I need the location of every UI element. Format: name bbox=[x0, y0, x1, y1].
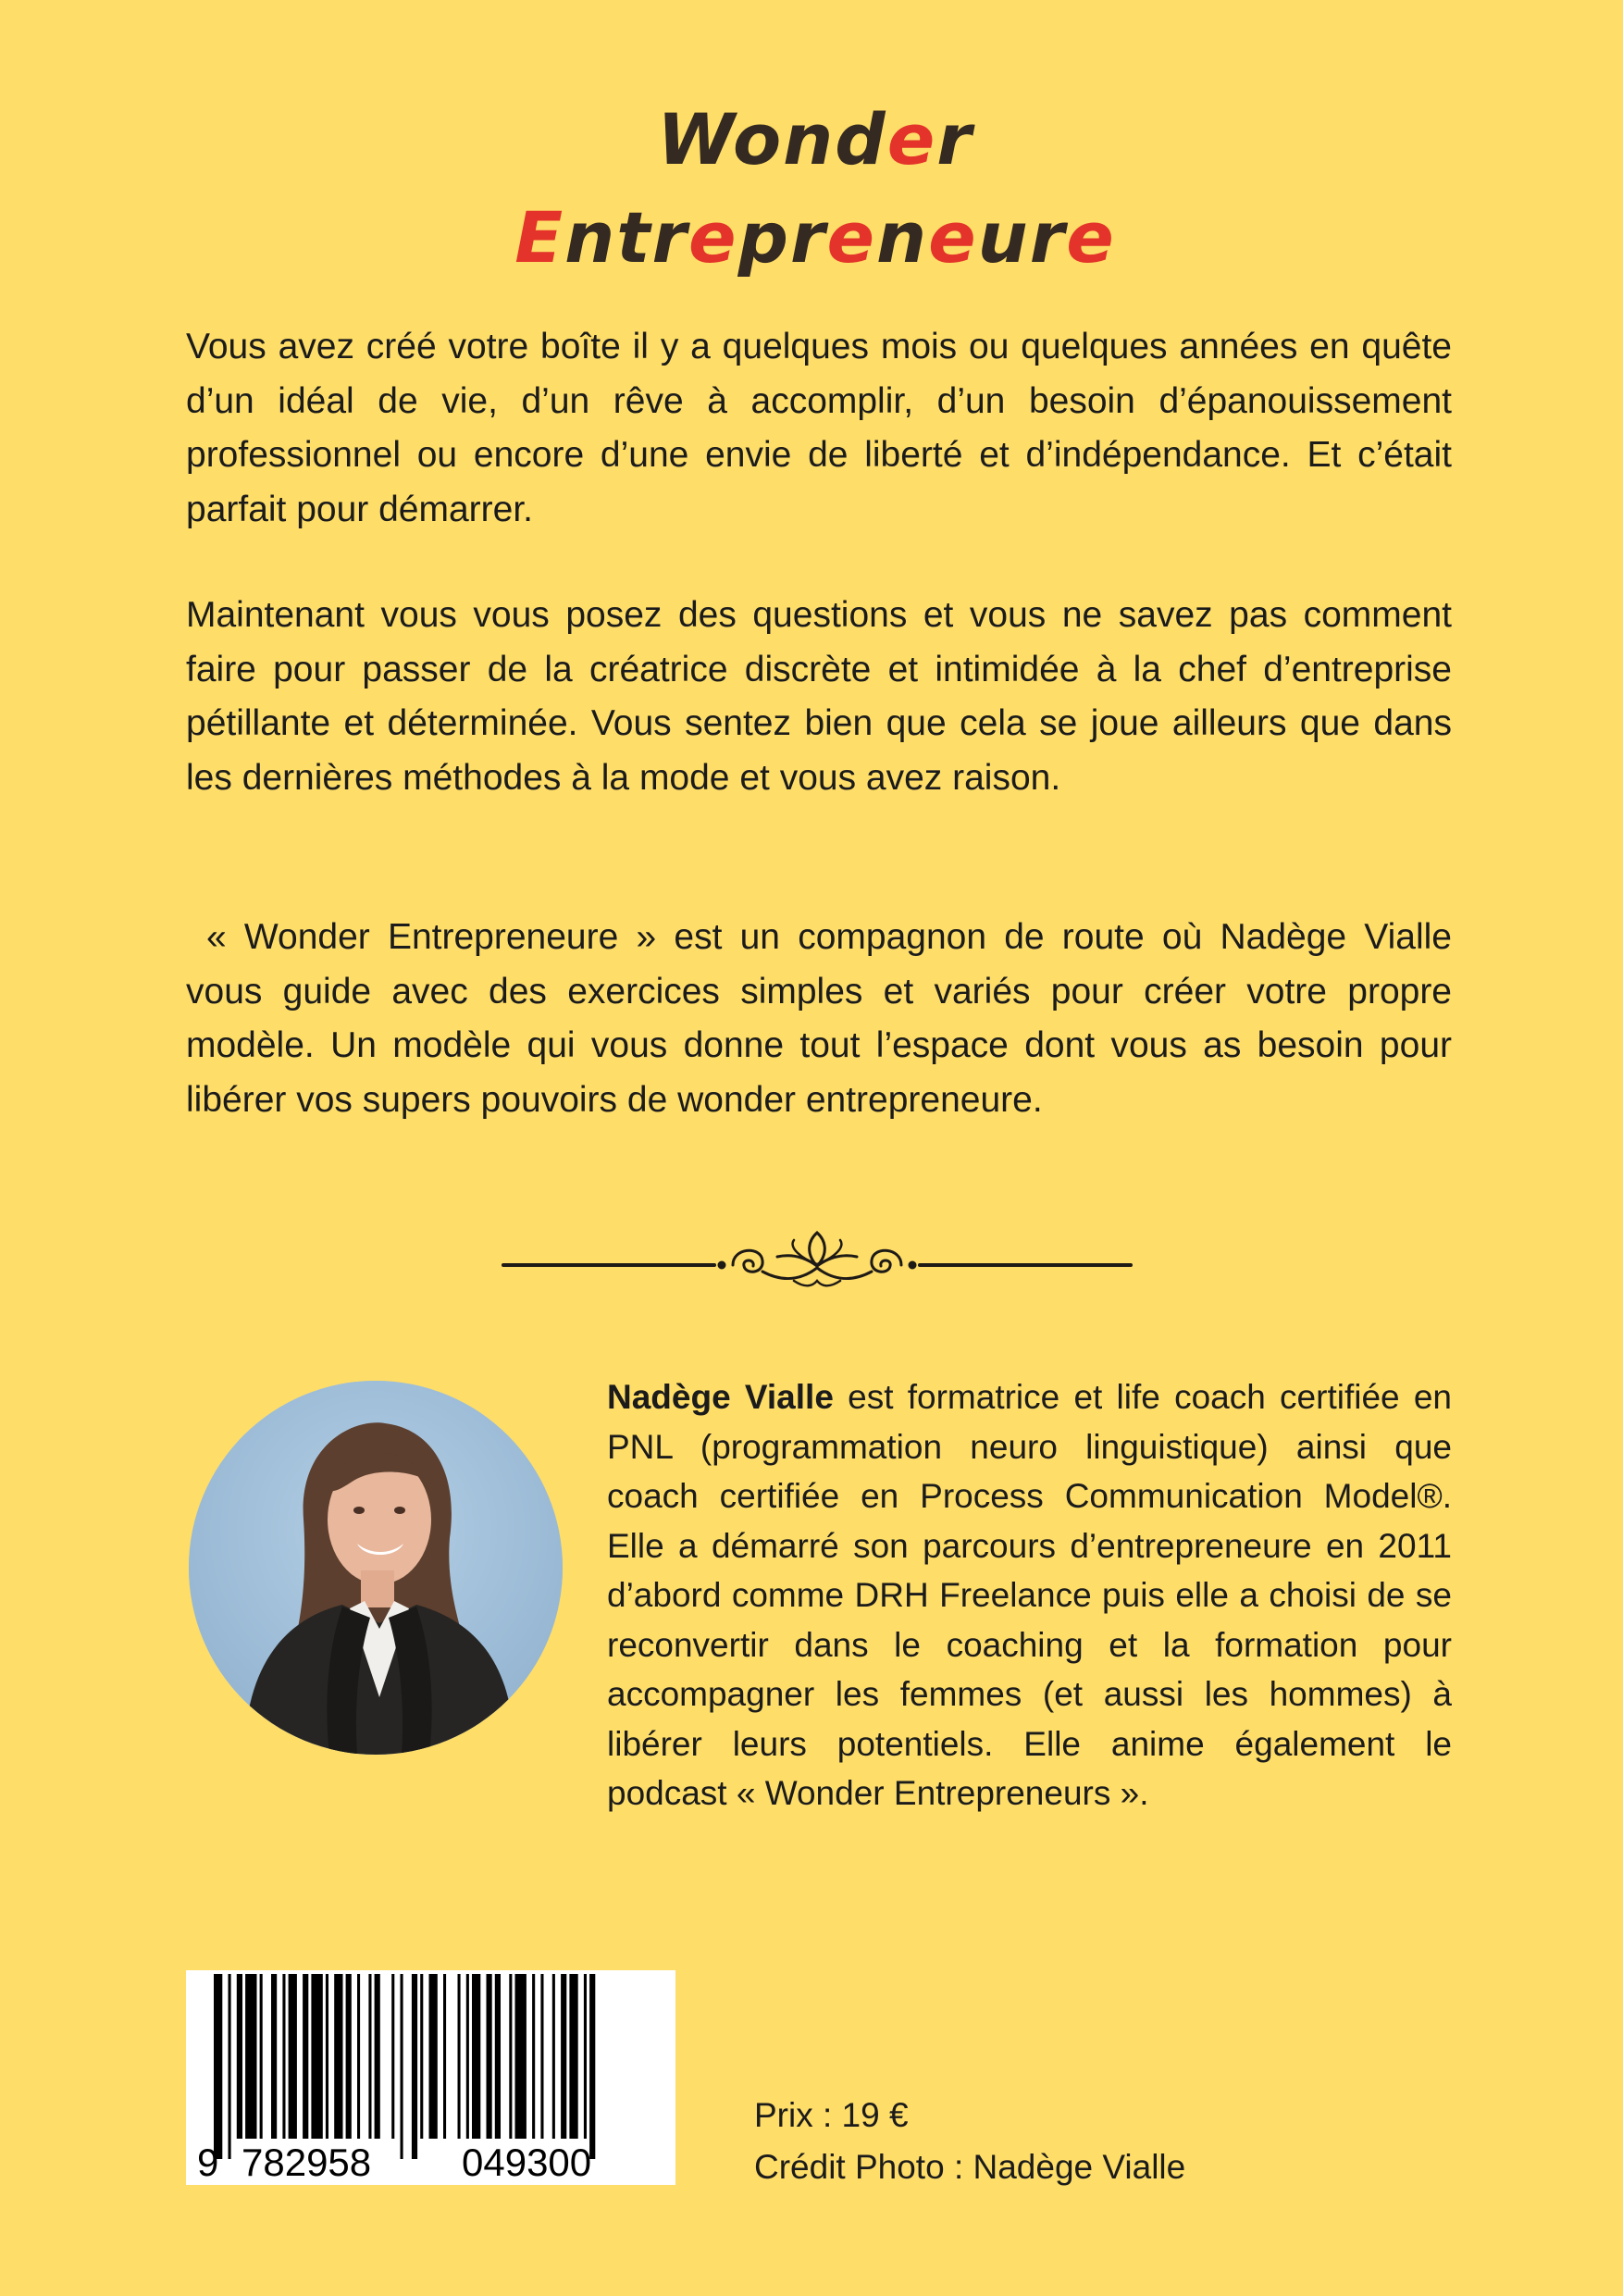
intro-paragraph-3: « Wonder Entrepreneure » est un compagnon de route où Nadège Vialle vous guide avec des exercices simples et variés pour créer votre propre modèle. Un modèle qui vous donne tout l’espace dont vous as besoin pour libérer vos supers pouvoirs de wonder entrepreneure. bbox=[186, 917, 1452, 1120]
barcode-bar bbox=[540, 1974, 543, 2139]
title-line-2 bbox=[7, 196, 1623, 279]
barcode-bar bbox=[569, 1974, 577, 2139]
title-line-2-part: ntr bbox=[564, 196, 689, 279]
title-line-1-part: r bbox=[936, 98, 973, 180]
barcode-bar bbox=[443, 1974, 446, 2139]
title-line-2-part: E bbox=[514, 196, 565, 279]
title-line-2-part: e bbox=[1066, 196, 1116, 279]
isbn-barcode bbox=[186, 1970, 675, 2185]
title-line-2-part: e bbox=[928, 196, 978, 279]
barcode-bar bbox=[282, 1974, 285, 2139]
photo-credit: Crédit Photo : Nadège Vialle bbox=[754, 2148, 1186, 2186]
barcode-bar bbox=[391, 1974, 394, 2139]
title-line-2-part: e bbox=[688, 196, 738, 279]
barcode-bar bbox=[532, 1974, 535, 2139]
barcode-bar bbox=[311, 1974, 322, 2139]
barcode-bar bbox=[346, 1974, 352, 2139]
barcode-bar bbox=[429, 1974, 438, 2139]
barcode-digit-first: 9 bbox=[197, 2141, 219, 2184]
title-line-2-part: pr bbox=[737, 196, 827, 279]
barcode-bar bbox=[303, 1974, 308, 2139]
barcode-bar bbox=[260, 1974, 263, 2139]
barcode-bar bbox=[561, 1974, 566, 2139]
barcode-bar bbox=[334, 1974, 342, 2139]
author-name: Nadège Vialle bbox=[607, 1378, 834, 1416]
title-line-1-part: Wond bbox=[657, 98, 887, 180]
barcode-bar bbox=[458, 1974, 461, 2139]
barcode-bar bbox=[357, 1974, 360, 2139]
price-label: Prix : 19 € bbox=[754, 2096, 909, 2134]
barcode-bar bbox=[375, 1974, 380, 2139]
barcode-bar bbox=[214, 1974, 222, 2159]
title-line-2-part: e bbox=[826, 196, 877, 279]
barcode-bar bbox=[552, 1974, 555, 2139]
barcode-bar bbox=[584, 1974, 587, 2139]
author-bio-text: est formatrice et life coach certifiée en PNL (programmation neuro linguistique) ainsi que coach certifiée en Process Communication Model®. Elle a démarré son parcours d’entrepreneure en 2011 d’abord comme DRH Freelance puis elle a choisi de se reconvertir dans le coaching et la formation pour accompagner les femmes (et aussi les hommes) à libérer leurs potentiels. Elle anime également le podcast « Wonder Entrepreneurs ». bbox=[607, 1378, 1452, 1812]
barcode-bar bbox=[401, 1974, 403, 2159]
barcode-bar bbox=[509, 1974, 512, 2139]
barcode-bar bbox=[412, 1974, 417, 2159]
title-line-1-part: e bbox=[886, 98, 937, 180]
barcode-bar bbox=[487, 1974, 492, 2139]
barcode-bar bbox=[237, 1974, 242, 2139]
intro-paragraph-2: Maintenant vous vous posez des questions et vous ne savez pas comment faire pour passer de la créatrice discrète et intimidée à la chef d’entreprise pétillante et déterminée. Vous sentez bien que cela se joue ailleurs que dans les dernières méthodes à la mode et vous avez raison. bbox=[186, 595, 1452, 798]
barcode-bar bbox=[289, 1974, 297, 2139]
title-line-2-part: n bbox=[876, 196, 929, 279]
barcode-digits-left: 782958 bbox=[242, 2141, 372, 2184]
intro-paragraph-1: Vous avez créé votre boîte il y a quelques mois ou quelques années en quête d’un idéal de vie, d’un rêve à accomplir, d’un besoin d’épanouissement professionnel ou encore d’une envie de liberté et d’indépendance. Et c’était parfait pour démarrer. bbox=[186, 327, 1452, 529]
barcode-bar bbox=[466, 1974, 469, 2139]
barcode-bar bbox=[420, 1974, 423, 2139]
barcode-bar bbox=[229, 1974, 231, 2159]
barcode-bar bbox=[495, 1974, 501, 2139]
title-line-2-part: ur bbox=[977, 196, 1067, 279]
barcode-bar bbox=[326, 1974, 328, 2139]
author-bio bbox=[607, 1372, 1452, 1818]
barcode-bar bbox=[515, 1974, 527, 2139]
barcode-bar bbox=[271, 1974, 277, 2139]
author-photo bbox=[189, 1381, 563, 1755]
barcode-bar bbox=[368, 1974, 371, 2139]
barcode-bar bbox=[472, 1974, 480, 2139]
barcode-bar bbox=[245, 1974, 256, 2139]
ornament-divider bbox=[500, 1220, 1134, 1309]
barcode-digits-right: 049300 bbox=[462, 2141, 592, 2184]
title-line-1 bbox=[7, 98, 1623, 180]
barcode-bar bbox=[589, 1974, 595, 2159]
